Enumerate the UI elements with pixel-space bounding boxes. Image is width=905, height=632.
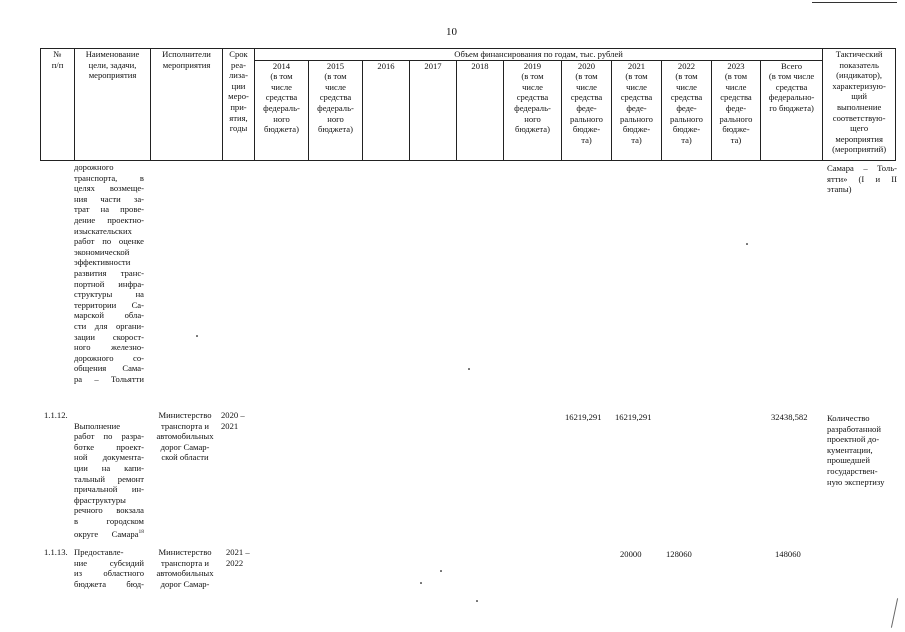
page-number: 10 <box>446 26 457 38</box>
row-name <box>74 410 144 539</box>
row-value-total: 148060 <box>775 549 801 559</box>
row-number: 1.1.13. <box>44 547 68 557</box>
row-number: 1.1.12. <box>44 410 68 420</box>
col-2023: 2023 (в том числе средства феде- рального бюдже- та) <box>712 60 761 160</box>
col-2017: 2017 <box>410 60 457 160</box>
col-2015: 2015 (в том числе средства федераль- ного бюджета) <box>309 60 363 160</box>
footnote-mark: 18 <box>138 528 144 535</box>
top-rule <box>812 2 897 3</box>
financing-title: Объем финансирования по годам, тыс. рублей <box>255 49 823 61</box>
col-2022: 2022 (в том числе средства феде- рального бюдже- та) <box>662 60 712 160</box>
scan-speck <box>476 600 478 602</box>
col-2019: 2019 (в том числе средства федераль- ного бюджета) <box>504 60 562 160</box>
col-name: Наименование цели, задачи, мероприятия <box>75 49 151 161</box>
header-table <box>40 48 896 161</box>
row-value-2021: 16219,291 <box>615 412 652 422</box>
row-value-2021: 20000 <box>620 549 642 559</box>
row-name: Предоставле- ние субсидий из областного бюджета бюд- <box>74 547 144 589</box>
row-value-total: 32438,582 <box>771 412 808 422</box>
row-value-2022: 128060 <box>666 549 692 559</box>
col-term: Срок реа- лиза- ции меро- при- ятия, годы <box>223 49 255 161</box>
col-num: № п/п <box>41 49 75 161</box>
row-name-text: Выполнение работ по разра- ботке проект- ной документа- ции на капи- тальный ремонт причальной ин- фраструктуры речного вокзала в городском округе Самара <box>74 420 144 539</box>
row-term: 2021 – 2022 <box>226 547 250 568</box>
col-2021: 2021 (в том числе средства феде- рального бюдже- та) <box>612 60 662 160</box>
col-executors: Исполнители мероприятия <box>151 49 223 161</box>
scan-speck <box>420 582 422 584</box>
continuation-name: дорожного транспорта, в целях возмеще- ния части за- трат на прове- дение проектно- изыскательских работ по оценке экономической эффективности развития транс- портной инфра- структуры на территории Са- марской обла- сти для органи- зации скорост- ного железно- дорожного со- общения Сама- ра – Тольятти <box>74 162 144 384</box>
col-2018: 2018 <box>457 60 504 160</box>
col-total: Всего (в том числе средства федерально- го бюджета) <box>761 60 823 160</box>
col-2020: 2020 (в том числе средства феде- рального бюдже- та) <box>562 60 612 160</box>
col-2016: 2016 <box>363 60 410 160</box>
scan-speck <box>746 243 748 245</box>
col-indicator: Тактический показатель (индикатор), характеризую- щий выполнение соответствую- щего мероприятия (мероприятий) <box>823 49 896 161</box>
row-term: 2020 – 2021 <box>221 410 245 431</box>
scan-speck <box>196 335 198 337</box>
scan-mark <box>891 598 898 628</box>
scan-speck <box>440 570 442 572</box>
row-executor: Министерство транспорта и автомобильных дорог Самар- <box>156 547 214 589</box>
row-value-2020: 16219,291 <box>565 412 602 422</box>
col-2014: 2014 (в том числе средства федераль- ного бюджета) <box>255 60 309 160</box>
scan-speck <box>468 368 470 370</box>
row-executor: Министерство транспорта и автомобильных дорог Самар- ской области <box>156 410 214 463</box>
continuation-indicator: Самара – Толь- ятти» (I и II этапы) <box>827 163 897 195</box>
row-indicator: Количество разработанной проектной до- кументации, прошедшей государствен- ную экспертизу <box>827 413 885 487</box>
